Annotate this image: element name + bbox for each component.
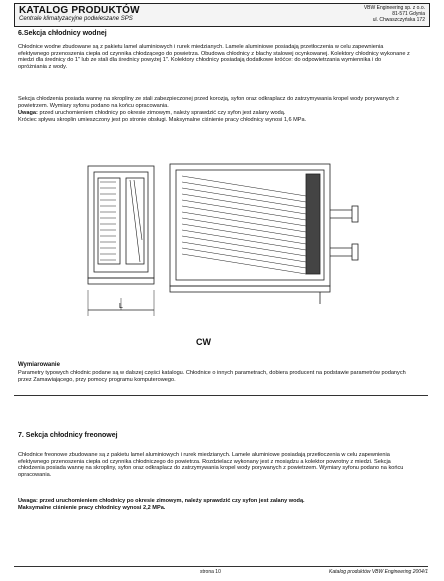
page-number: strona 10 [200,569,221,575]
front-view-inner [176,170,324,280]
front-view-collector [306,174,320,274]
sizing-title: Wymiarowanie [18,362,60,368]
side-view-eliminator-blades [130,180,142,262]
front-view-drain-pan [170,286,330,292]
catalog-title: KATALOG PRODUKTÓW [19,5,140,16]
company-postcode: 81-571 Gdynia [392,11,425,17]
side-view-coil [98,178,120,264]
sizing-paragraph: Parametry typowych chłodnic podane są w dalszej części katalogu. Chłodnice o innych parametrach, dobiera producent na podstawie parametrów podanych przez Zamawiającego, przy pomocy programu komputerowego. [18,370,406,383]
section-6-title: 6.Sekcja chłodnicy wodnej [18,30,107,37]
front-view-coil-lines [182,176,306,274]
section-divider [14,395,428,396]
company-address [364,5,425,23]
side-view-drain-pan [88,278,154,284]
diagram-caption: CW [196,337,211,347]
section-7-note [18,498,410,511]
cooler-technical-drawing [70,160,362,326]
section-7-paragraph-1: Chłodnice freonowe zbudowane są z pakietu lamel aluminiowych i rurek miedzianych. Lamele aluminiowe posiadają przetłoczenia w celu zapewnienia efektywnego przenoszenia ciepła od czynnika chłodniczego do powietrza. Rozdzielacz wykonany jest z mosiądzu a kolektor powrotny z miedzi. Sekcja chłodzenia posiada wannę na skropliny, syfon oraz odkraplacz do zatrzymywania kropel wody porywanych z powietrzem. Wymiary syfonu podano na końcu opracowania. [18,452,404,478]
section-6-paragraph-2: Sekcja chłodzenia posiada wannę na skropliny ze stali zabezpieczonej przed korozją, syfon oraz odkraplacz do zatrzymywania kropel wody porywanych z powietrzem. Wymiary syfonu podano na końcu opracowania. [18,96,399,109]
section-6-paragraph-4: Króciec spływu skroplin umieszczony jest po stronie obsługi. Maksymalne ciśnienie pracy chłodnicy wynosi 1,6 MPa. [18,117,307,123]
inlet-flange [352,206,358,222]
note-label: Uwaga: [18,110,38,116]
section-6-paragraph-1: Chłodnice wodne zbudowane są z pakietu lamel aluminiowych i rurek miedzianych. Lamele aluminiowe posiadają przetłoczenia w celu zapewnienia efektywnego przenoszenia ciepła od czynnika chłodzącego do powietrza. Obudowa chłodnicy z blachy stalowej ocynkowanej. Kolektory chłodnicy wykonane z miedzi dla średnicy do 1" lub ze stali dla średnicy powyżej 1". Kolektory chłodnicy posiadają dodatkowe króćce: do odpowietrzania wymiennika i do opróżniania z wody. [18,44,410,70]
section-6-note [18,110,410,117]
cooler-drawing-svg [70,160,362,326]
catalog-subtitle: Centrale klimatyzacyjne podwieszane SPS [19,16,133,22]
section-7-note-b: Maksymalne ciśnienie pracy chłodnicy wynosi 2,2 MPa. [18,504,166,511]
dimension-label: L [119,303,123,310]
section-7-title: 7. Sekcja chłodnicy freonowej [18,432,118,439]
catalog-edition: Katalog produktów VBW Engineering 2004/1 [329,569,428,575]
section-7-note-a: Uwaga: przed uruchomieniem chłodnicy po okresie zimowym, należy sprawdzić czy syfon jest zalany wodą. [18,498,305,504]
page-footer [0,566,444,578]
page-header [14,3,430,27]
note-text: przed uruchomieniem chłodnicy po okresie zimowym, należy sprawdzić czy syfon jest zalany wodą. [37,110,286,116]
company-name: VBW Engineering sp. z o.o. [363,5,425,11]
side-view-fins [100,182,116,260]
outlet-flange [352,244,358,260]
company-street: ul. Chwaszczyńska 172 [372,17,425,23]
